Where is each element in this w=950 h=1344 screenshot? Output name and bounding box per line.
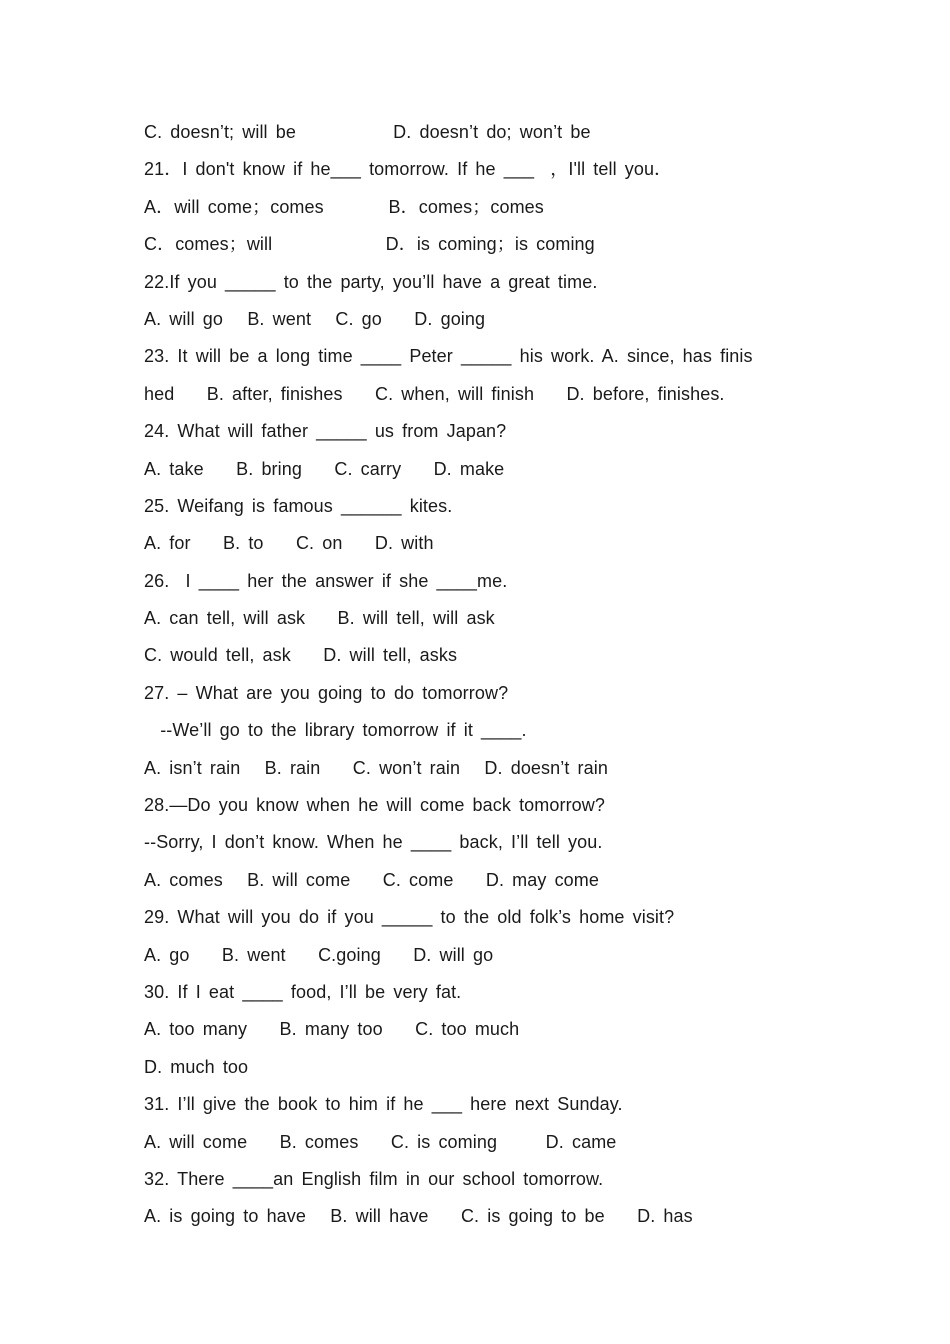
options-line: A. go B. went C.going D. will go [144, 944, 494, 965]
question-23: 23. It will be a long time ____ Peter _____ his work. A. since, has finis [144, 346, 753, 367]
question-21: 21．I don't know if he___ tomorrow. If he ___ ，I'll tell you． [144, 159, 673, 180]
question-25: 25. Weifang is famous ______ kites. [144, 495, 453, 516]
question-28: 28.—Do you know when he will come back tomorrow? [144, 795, 605, 816]
options-line: D. much too [144, 1056, 249, 1077]
options-line: A. comes B. will come C. come D. may come [144, 869, 599, 890]
options-line: C．comes；will D．is coming；is coming [144, 234, 595, 255]
question-31: 31. I’ll give the book to him if he ___ here next Sunday. [144, 1094, 623, 1115]
question-32: 32. There ____an English film in our school tomorrow. [144, 1168, 604, 1189]
options-line: A. will go B. went C. go D. going [144, 308, 486, 329]
question-26: 26. I ____ her the answer if she ____me. [144, 570, 508, 591]
question-30: 30. If I eat ____ food, I’ll be very fat. [144, 981, 462, 1002]
options-line: A. for B. to C. on D. with [144, 533, 434, 554]
options-line: A. isn’t rain B. rain C. won’t rain D. doesn’t rain [144, 757, 608, 778]
options-line: A. will come B. comes C. is coming D. came [144, 1131, 617, 1152]
question-28-reply: --Sorry, I don’t know. When he ____ back, I’ll tell you. [144, 832, 603, 853]
question-29: 29. What will you do if you _____ to the old folk’s home visit? [144, 907, 675, 928]
options-line: C. would tell, ask D. will tell, asks [144, 645, 458, 666]
question-22: 22.If you _____ to the party, you’ll have a great time. [144, 271, 598, 292]
options-line: A．will come；comes B．comes；comes [144, 196, 544, 217]
question-27-reply: --We’ll go to the library tomorrow if it ____. [144, 720, 527, 741]
question-24: 24. What will father _____ us from Japan? [144, 421, 507, 442]
text-line: C. doesn’t; will be D. doesn’t do; won’t be [144, 122, 591, 142]
options-line: hed B. after, finishes C. when, will finish D. before, finishes. [144, 383, 725, 404]
options-line: A. take B. bring C. carry D. make [144, 458, 505, 479]
question-list [144, 114, 824, 1236]
question-27: 27. – What are you going to do tomorrow? [144, 682, 509, 703]
options-line: A. too many B. many too C. too much [144, 1019, 520, 1040]
options-line: A. can tell, will ask B. will tell, will ask [144, 608, 495, 629]
options-line: A. is going to have B. will have C. is going to be D. has [144, 1206, 693, 1227]
